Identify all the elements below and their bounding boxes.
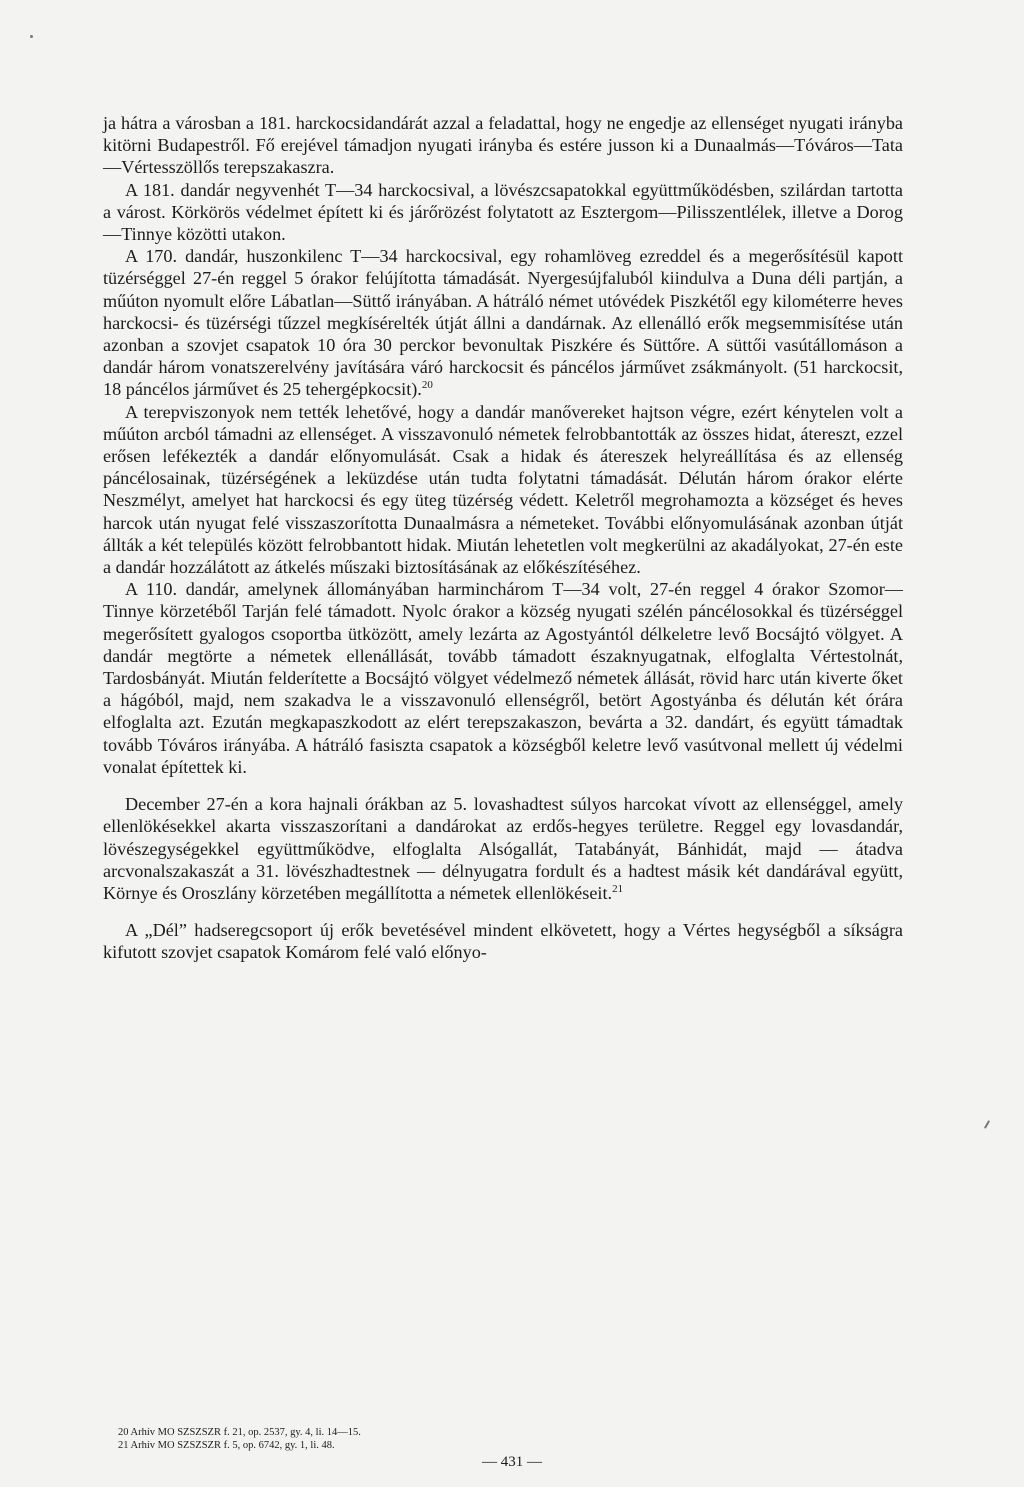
paragraph <box>103 179 903 246</box>
paragraph-text: A „Dél” hadseregcsoport új erők bevetésével mindent elkövetett, hogy a Vértes hegységből a síkságra kifutott szovjet csapatok Komárom felé való előnyo- <box>103 920 903 963</box>
scan-speck <box>30 35 33 38</box>
paragraph-text: A 110. dandár, amelynek állományában harminchárom T—34 volt, 27-én reggel 4 órakor Szomor—Tinnye körzetéből Tarján felé támadott. Nyolc órakor a község nyugati szélén páncélosokkal és tüzérséggel megerősített gyalogos csoportba ütközött, amely lezárta az Agostyántól délkeletre levő Bocsájtó völgyet. A dandár megtörte a németek ellenállását, tovább támadott északnyugatnak, elfoglalta Vértestolnát, Tardosbányát. Miután felderítette a Bocsájtó völgyet védelmező németek állását, rövid harc után kiverte őket a hágóból, majd, nem szakadva le a visszavonuló ellenségről, betört Agostyánba és délután két órára elfoglalta azt. Ezután megkapaszkodott az elért terepszakaszon, bevárta a 32. dandárt, és együtt támadtak tovább Tóváros irányába. A hátráló fasiszta csapatok a községből keletre levő vasútvonal mellett új védelmi vonalat építettek ki. <box>103 579 903 777</box>
page-number: — 431 — <box>482 1454 542 1470</box>
paragraph-text: A terepviszonyok nem tették lehetővé, hogy a dandár manővereket hajtson végre, ezért kénytelen volt a műúton arcból támadni az ellenséget. A visszavonuló németek felrobbantották az összes hidat, átereszt, ezzel erősen lefékezték a dandár előnyomulását. Csak a hidak és átereszek helyreállítása és az ellenség páncélosainak, tüzérségének a leküzdése után tudta folytatni támadását. Délután három órakor elérte Neszmélyt, amelyet hat harckocsi és egy üteg tüzérség védett. Keletről megrohamozta a községet és heves harcok után nyugat felé visszaszorította Dunaalmásra a németeket. További előnyomulásának azonban útját állták a két település között felrobbantott hidak. Miután lehetetlen volt megkerülni az akadályokat, 27-én este a dandár hozzálátott az átkelés műszaki biztosításának az előkészítéséhez. <box>103 401 903 578</box>
paragraph <box>103 578 903 778</box>
paragraph <box>103 112 903 179</box>
paragraph <box>103 245 903 400</box>
footnotes <box>118 1426 361 1452</box>
paragraph-text: A 170. dandár, huszonkilenc T—34 harckocsival, egy rohamlöveg ezreddel és a megerősítésül kapott tüzérséggel 27-én reggel 5 órakor felújította támadását. Nyergesújfaluból kiindulva a Duna déli partján, a műúton nyomult előre Lábatlan—Süttő irányában. A hátráló német utóvédek Piszkétől egy kilométerre heves harckocsi- és tüzérségi tűzzel megkísérelték útját állni a dandárnak. Az ellenálló erők megsemmisítése után azonban a szovjet csapatok 10 óra 30 perckor bevonultak Piszkére és Süttőre. A süttői vasútállomáson a dandár három vonatszerelvény javítására váró harckocsit és páncélos járművet zsákmányolt. (51 harckocsit, 18 páncélos járművet és 25 tehergépkocsit). <box>103 246 903 400</box>
paragraph <box>103 793 903 904</box>
paragraph-text: December 27-én a kora hajnali órákban az 5. lovashadtest súlyos harcokat vívott az ellenséggel, amely ellenlökésekkel akarta visszaszorítani a dandárokat az erdős-hegyes területre. Reggel egy lovasdandár, lövészegységekkel együttműködve, elfoglalta Alsógallát, Tatabányát, Bánhidát, majd — átadva arcvonalszakaszát a 31. lövészhadtestnek — délnyugatra fordult és a hadtest másik két dandárával együtt, Környe és Oroszlány körzetében megállította a németek ellenlökéseit. <box>103 794 903 903</box>
scan-mark <box>984 1120 990 1129</box>
page-body <box>103 112 903 964</box>
footnote-ref: 21 <box>612 882 624 895</box>
paragraph <box>103 401 903 579</box>
footnote-20: 20 Arhív MO SZSZSZR f. 21, op. 2537, gy. 4, li. 14—15. <box>118 1427 361 1438</box>
paragraph <box>103 919 903 963</box>
paragraph-text: ja hátra a városban a 181. harckocsidandárát azzal a feladattal, hogy ne engedje az ellenséget nyugati irányba kitörni Budapestről. Fő erejével támadjon nyugati irányba és estére jusson ki a Dunaalmás—Tóváros—Tata—Vértesszöllős terepszakaszra. <box>103 113 903 178</box>
paragraph-text: A 181. dandár negyvenhét T—34 harckocsival, a lövészcsapatokkal együttműködésben, szilárdan tartotta a várost. Körkörös védelmet épített ki és járőrözést folytatott az Esztergom—Pilisszentlélek, illetve a Dorog—Tinnye közötti utakon. <box>103 179 903 245</box>
footnote-21: 21 Arhív MO SZSZSZR f. 5, op. 6742, gy. 1, li. 48. <box>118 1440 335 1451</box>
footnote-ref: 20 <box>421 379 433 392</box>
